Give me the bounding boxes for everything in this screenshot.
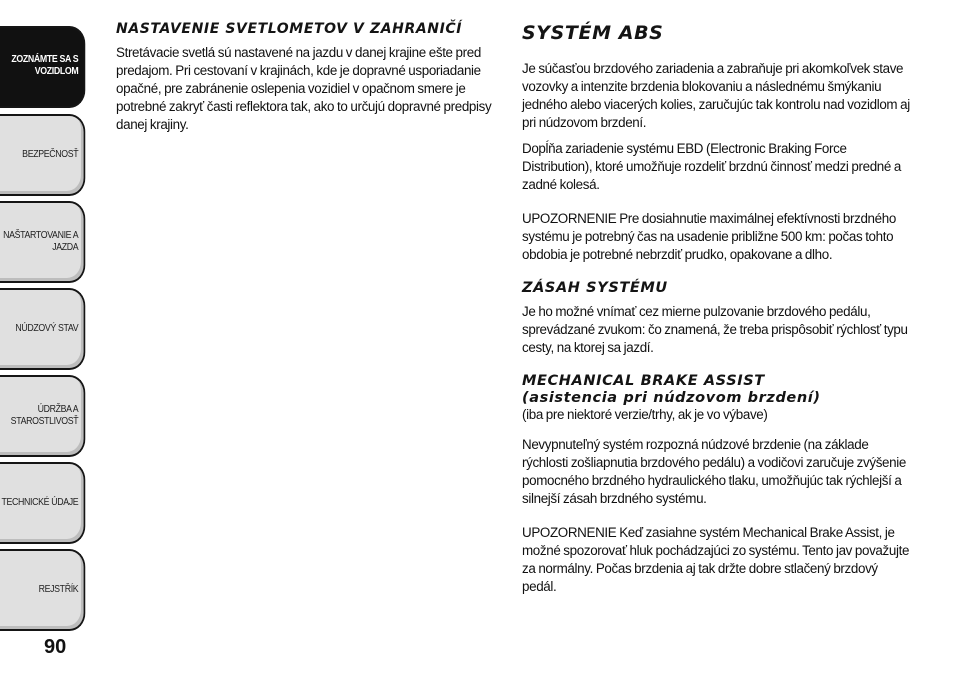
tab-technicke-udaje[interactable]: TECHNICKÉ ÚDAJE (0, 462, 85, 544)
tab-bezpecnost[interactable]: BEZPEČNOSŤ (0, 114, 85, 196)
page-number: 90 (44, 636, 67, 658)
tab-nastartovanie-a-jazda[interactable]: NAŠTARTOVANIE A JAZDA (0, 201, 85, 283)
abs-paragraph-2: Dopĺňa zariadenie systému EBD (Electronic Braking Force Distribution), ktoré umožňuje rozdeliť brzdnú činnosť medzi predné a zadné kolesá. (522, 141, 901, 192)
mba-paragraph-1: Nevypnuteľný systém rozpozná núdzové brzdenie (na základe rýchlosti zošliapnutia brzdového pedálu) a vodičovi zaručuje zvýšenie pomocného brzdného hydraulického tlaku, umožňujúc tak rýchlejší a silnejší zásah brzdného systému. (522, 437, 906, 506)
system-intervention-heading: ZÁSAH SYSTÉMU (522, 280, 668, 296)
tab-udrzba-a-starostlivost[interactable]: ÚDRŽBA A STAROSTLIVOSŤ (0, 375, 85, 457)
headlight-adjustment-heading: NASTAVENIE SVETLOMETOV V ZAHRANIČÍ (116, 21, 463, 37)
right-column (522, 22, 914, 604)
tab-nudzovy-stav[interactable]: NÚDZOVÝ STAV (0, 288, 85, 370)
mba-warning: UPOZORNENIE Keď zasiahne systém Mechanical Brake Assist, je možné spozorovať hluk pochádzajúci zo systému. Tento jav považujte za normálny. Počas brzdenia aj tak držte dobre stlačený brzdový pedál. (522, 525, 910, 594)
system-intervention-text: Je ho možné vnímať cez mierne pulzovanie brzdového pedálu, sprevádzané zvukom: čo znamená, že treba prispôsobiť rýchlosť typu cesty, na ktorej sa jazdí. (522, 304, 908, 355)
mba-heading: MECHANICAL BRAKE ASSIST (522, 373, 765, 389)
tab-rejstrik[interactable]: REJSTŘÍK (0, 549, 85, 631)
left-column (116, 22, 496, 142)
headlight-adjustment-text: Stretávacie svetlá sú nastavené na jazdu v danej krajine ešte pred predajom. Pri cestovaní v krajinách, kde je dopravné usporiadanie opačné, pre zabránenie oslepenia vozidiel v opačnom smere je potrebné zakryť časti reflektora tak, ako to určujú dopravné predpisy danej krajiny. (116, 45, 492, 132)
mba-availability-note: (iba pre niektoré verzie/trhy, ak je vo výbave) (522, 407, 768, 422)
abs-heading: SYSTÉM ABS (522, 22, 664, 44)
tab-zoznamte-sa-s-vozidlom[interactable]: ZOZNÁMTE SA S VOZIDLOM (0, 26, 85, 108)
mba-subheading: (asistencia pri núdzovom brzdení) (522, 390, 821, 406)
abs-warning: UPOZORNENIE Pre dosiahnutie maximálnej efektívnosti brzdného systému je potrebný čas na usadenie približne 500 km: počas tohto obdobia je potrebné nebrzdiť prudko, opakovane a dlho. (522, 211, 896, 262)
abs-paragraph-1: Je súčasťou brzdového zariadenia a zabraňuje pri akomkoľvek stave vozovky a intenzite brzdenia blokovaniu a následnému šmýkaniu jedného alebo viacerých kolies, zaručujúc tak kontrolu nad vozidlom aj pri núdzovom brzdení. (522, 61, 910, 130)
